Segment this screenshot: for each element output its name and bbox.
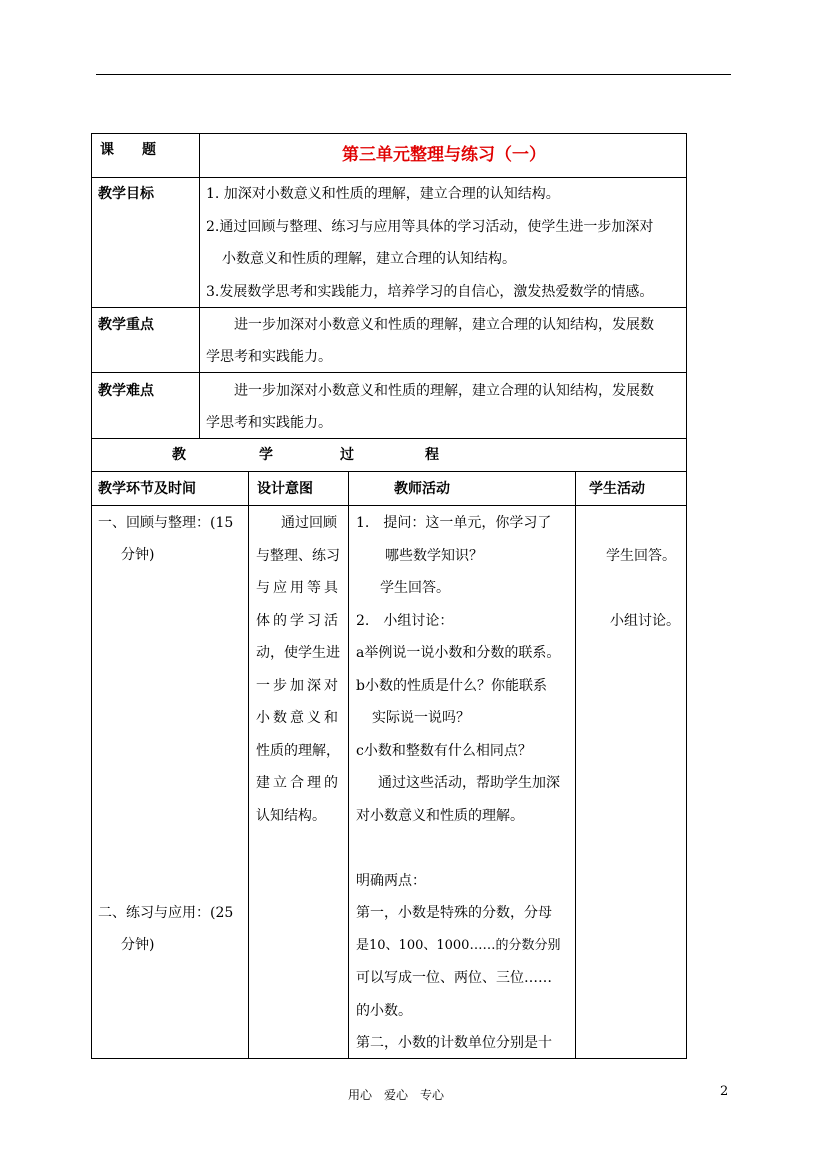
column-header: 教师活动 [394,481,450,497]
stage-text: 一、回顾与整理：(15 [98,515,234,531]
process-heading-char: 教 [172,447,186,463]
table-col-divider [348,471,349,1059]
key-line: 进一步加深对小数意义和性质的理解，建立合理的认知结构，发展数 [234,317,654,333]
table-rule [91,438,687,439]
table-border-bottom [91,1058,687,1059]
teacher-line: 第一，小数是特殊的分数，分母 [356,905,552,921]
table-col-divider [575,471,576,1059]
intent-line: 与整理、练习 [256,548,340,564]
teacher-line: 明确两点： [356,873,426,889]
key-line: 学思考和实践能力。 [206,349,332,365]
process-heading-char: 程 [425,447,439,463]
student-line: 小组讨论。 [610,613,680,629]
goal-line: 3.发展数学思考和实践能力，培养学习的自信心，激发热爱数学的情感。 [206,284,654,300]
teacher-line: b小数的性质是什么？你能联系 [356,678,547,694]
key-label: 教学重点 [98,317,154,333]
stage-text: 二、练习与应用：(25 [98,905,234,921]
difficulty-line: 进一步加深对小数意义和性质的理解，建立合理的认知结构，发展数 [234,383,654,399]
intent-line: 一步加深对 [256,678,341,694]
intent-line: 小数意义和 [256,710,341,726]
teacher-line: 的小数。 [356,1003,412,1019]
teacher-line: a举例说一说小数和分数的联系。 [356,645,561,661]
teacher-line: 可以写成一位、两位、三位…… [356,970,552,986]
intent-line: 认知结构。 [256,808,326,824]
goal-line: 2.通过回顾与整理、练习与应用等具体的学习活动，使学生进一步加深对 [206,219,654,235]
teacher-line: 哪些数学知识？ [385,548,483,564]
teacher-line: c小数和整数有什么相同点？ [356,743,532,759]
page-number: 2 [720,1084,729,1099]
table-col-divider [199,133,200,439]
teacher-line: 对小数意义和性质的理解。 [356,808,524,824]
intent-line: 性质的理解， [256,743,340,759]
table-border-right [686,133,687,1059]
goal-line: 小数意义和性质的理解，建立合理的认知结构。 [222,251,516,267]
teacher-line: 学生回答。 [380,580,450,596]
teacher-line: 2. 小组讨论： [356,613,454,629]
process-heading-char: 过 [340,447,354,463]
stage-text: 分钟) [121,937,155,953]
goal-line: 1. 加深对小数意义和性质的理解，建立合理的认知结构。 [206,186,560,202]
column-header: 学生活动 [589,481,645,497]
table-rule [91,505,687,506]
intent-line: 体的学习活 [256,613,341,629]
teacher-line: 1. 提问：这一单元，你学习了 [356,515,552,531]
stage-text: 分钟) [121,547,155,563]
difficulty-line: 学思考和实践能力。 [206,415,332,431]
table-rule [91,307,687,308]
topic-label: 课 题 [100,142,156,158]
table-rule [91,372,687,373]
column-header: 设计意图 [257,481,313,497]
difficulty-label: 教学难点 [98,383,154,399]
table-border-left [91,133,92,1059]
lesson-title: 第三单元整理与练习（一） [342,145,546,165]
intent-line: 通过回顾 [281,515,337,531]
teacher-line: 实际说一说吗？ [372,710,470,726]
table-border-top [91,133,687,134]
intent-line: 与应用等具 [256,580,341,596]
process-heading-char: 学 [259,447,273,463]
teacher-line: 第二，小数的计数单位分别是十 [356,1035,552,1051]
teacher-line: 通过这些活动，帮助学生加深 [378,775,560,791]
table-rule [91,177,687,178]
teacher-line: 是10、100、1000……的分数分别 [356,938,561,953]
intent-line: 建立合理的 [256,775,341,791]
table-rule [91,471,687,472]
footer-text: 用心 爱心 专心 [348,1088,445,1102]
goals-label: 教学目标 [98,186,154,202]
student-line: 学生回答。 [606,548,676,564]
intent-line: 动，使学生进 [256,645,340,661]
table-col-divider [248,471,249,1059]
column-header: 教学环节及时间 [98,481,196,497]
